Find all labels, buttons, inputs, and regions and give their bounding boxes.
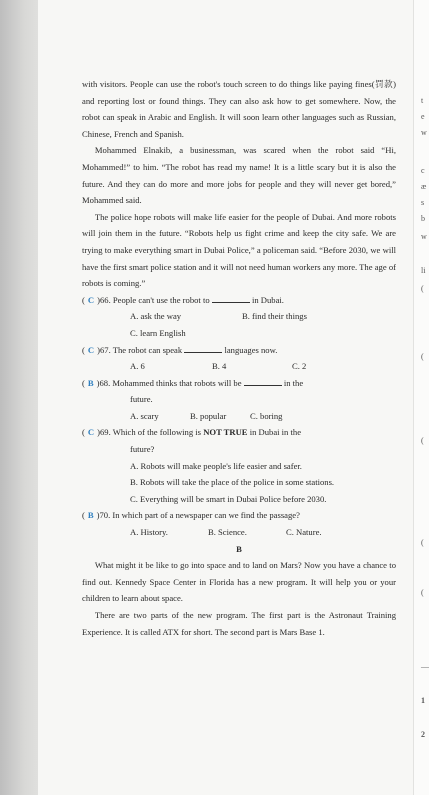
option: B. Science. (208, 527, 247, 538)
document-content (82, 76, 396, 640)
question-number: 67 (99, 344, 109, 355)
question-stem: In which part of a newspaper can we find the passage? (112, 510, 300, 521)
edge-glyph: ( (421, 538, 424, 547)
option: A. History. (130, 527, 168, 538)
edge-glyph: c (421, 166, 425, 175)
question-stem: The robot can speak (112, 344, 183, 355)
question-70: ( B )70. In which part of a newspaper can we find the passage? A. History. B. Science. C. Nature. (82, 507, 396, 540)
question-stem: Mohammed thinks that robots will be (112, 377, 242, 388)
question-stem: in the (283, 377, 304, 388)
option: A. Robots will make people's life easier and safer. (130, 460, 302, 471)
edge-glyph: e (421, 112, 425, 121)
question-67: ( C )67. The robot can speak languages now. A. 6 B. 4 C. 2 (82, 342, 396, 375)
edge-glyph: s (421, 198, 425, 207)
question-stem: Which of the following is (112, 427, 202, 438)
answer-blank (244, 377, 282, 386)
question-stem: future? (130, 444, 155, 455)
passage-paragraph: with visitors. People can use the robot's touch screen to do things like paying fines(罚款) and reporting lost or found things. They can also ask how to get somewhere. Now, the robot can speak in Arabic and English. It will soon learn other languages such as Russian, Chinese, French and Spanish. (82, 79, 396, 139)
answer-blank (212, 294, 250, 303)
question-number: 68 (99, 377, 109, 388)
edge-glyph: 2 (421, 730, 425, 739)
option: A. 6 (130, 361, 145, 372)
edge-glyph: ( (421, 284, 424, 293)
option: A. ask the way (130, 311, 182, 322)
edge-glyph: ( (421, 588, 424, 597)
option: B. Robots will take the place of the police in some stations. (130, 477, 335, 488)
edge-glyph: ( (421, 352, 424, 361)
option: B. 4 (212, 361, 227, 372)
edge-glyph: w (421, 232, 427, 241)
question-stem: future. (130, 394, 153, 405)
question-66: ( C )66. People can't use the robot to in Dubai. A. ask the way B. find their things C. learn English (82, 294, 307, 338)
question-stem: in Dubai. (251, 294, 284, 305)
edge-glyph: æ (421, 182, 427, 191)
question-number: 66 (99, 294, 109, 305)
question-68: ( B )68. Mohammed thinks that robots will be in the future. A. scary B. popular C. boring (82, 375, 396, 425)
edge-glyph: ( (421, 436, 424, 445)
option: C. 2 (292, 361, 307, 372)
answer-mark: B (87, 510, 94, 521)
option: C. Everything will be smart in Dubai Police before 2030. (130, 493, 327, 504)
option: A. scary (130, 410, 159, 421)
passage-paragraph: The police hope robots will make life easier for the people of Dubai. And more robots will join them in the future. “Robots help us fight crime and keep the city safe. We are trying to make everything smart in Dubai Police,” a policeman said. “Before 2030, we will have the first smart police station and it will not need human workers any more. The age of robots is coming.” (82, 211, 396, 289)
option: C. boring (250, 410, 283, 421)
question-number: 70 (99, 510, 109, 521)
question-emphasis: NOT TRUE (203, 427, 248, 438)
edge-glyph: w (421, 128, 427, 137)
option: B. find their things (242, 311, 307, 322)
question-number: 69 (99, 427, 109, 438)
answer-mark: B (87, 377, 94, 388)
answer-mark: C (87, 427, 95, 438)
option: C. Nature. (286, 527, 322, 538)
answer-mark: C (87, 344, 95, 355)
answer-mark: C (87, 294, 95, 305)
edge-glyph: 1 (421, 696, 425, 705)
question-69: ( C )69. Which of the following is NOT TRUE in Dubai in the future? A. Robots will make people's life easier and safer. B. Robots will take the place of the police in some stations. C. Everything will be smart in Dubai Police before 2030. (82, 427, 335, 504)
edge-glyph: li (421, 266, 426, 275)
edge-glyph: — (421, 662, 429, 671)
passage-paragraph: There are two parts of the new program. The first part is the Astronaut Training Experience. It is called ATX for short. The second part is Mars Base 1. (82, 610, 396, 637)
passage-paragraph: Mohammed Elnakib, a businessman, was scared when the robot said “Hi, Mohammed!” to him. “The robot has read my name! It is a little scary but it is also the future. And they can do more and more jobs for people and they will never get bored,” Mohammed said. (82, 145, 396, 206)
question-stem: People can't use the robot to (112, 294, 210, 305)
section-heading: B (236, 543, 242, 554)
question-stem: languages now. (224, 344, 278, 355)
edge-glyph: t (421, 96, 424, 105)
question-stem: in Dubai in the (249, 427, 302, 438)
option: C. learn English (130, 327, 186, 338)
option: B. popular (190, 410, 227, 421)
answer-bracket: ( (82, 294, 85, 305)
edge-glyph: b (421, 214, 425, 223)
passage-paragraph: What might it be like to go into space and to land on Mars? Now you have a chance to find out. Kennedy Space Center in Florida has a new program. It will help you or your children to learn about space. (82, 560, 396, 604)
answer-blank (184, 344, 222, 353)
